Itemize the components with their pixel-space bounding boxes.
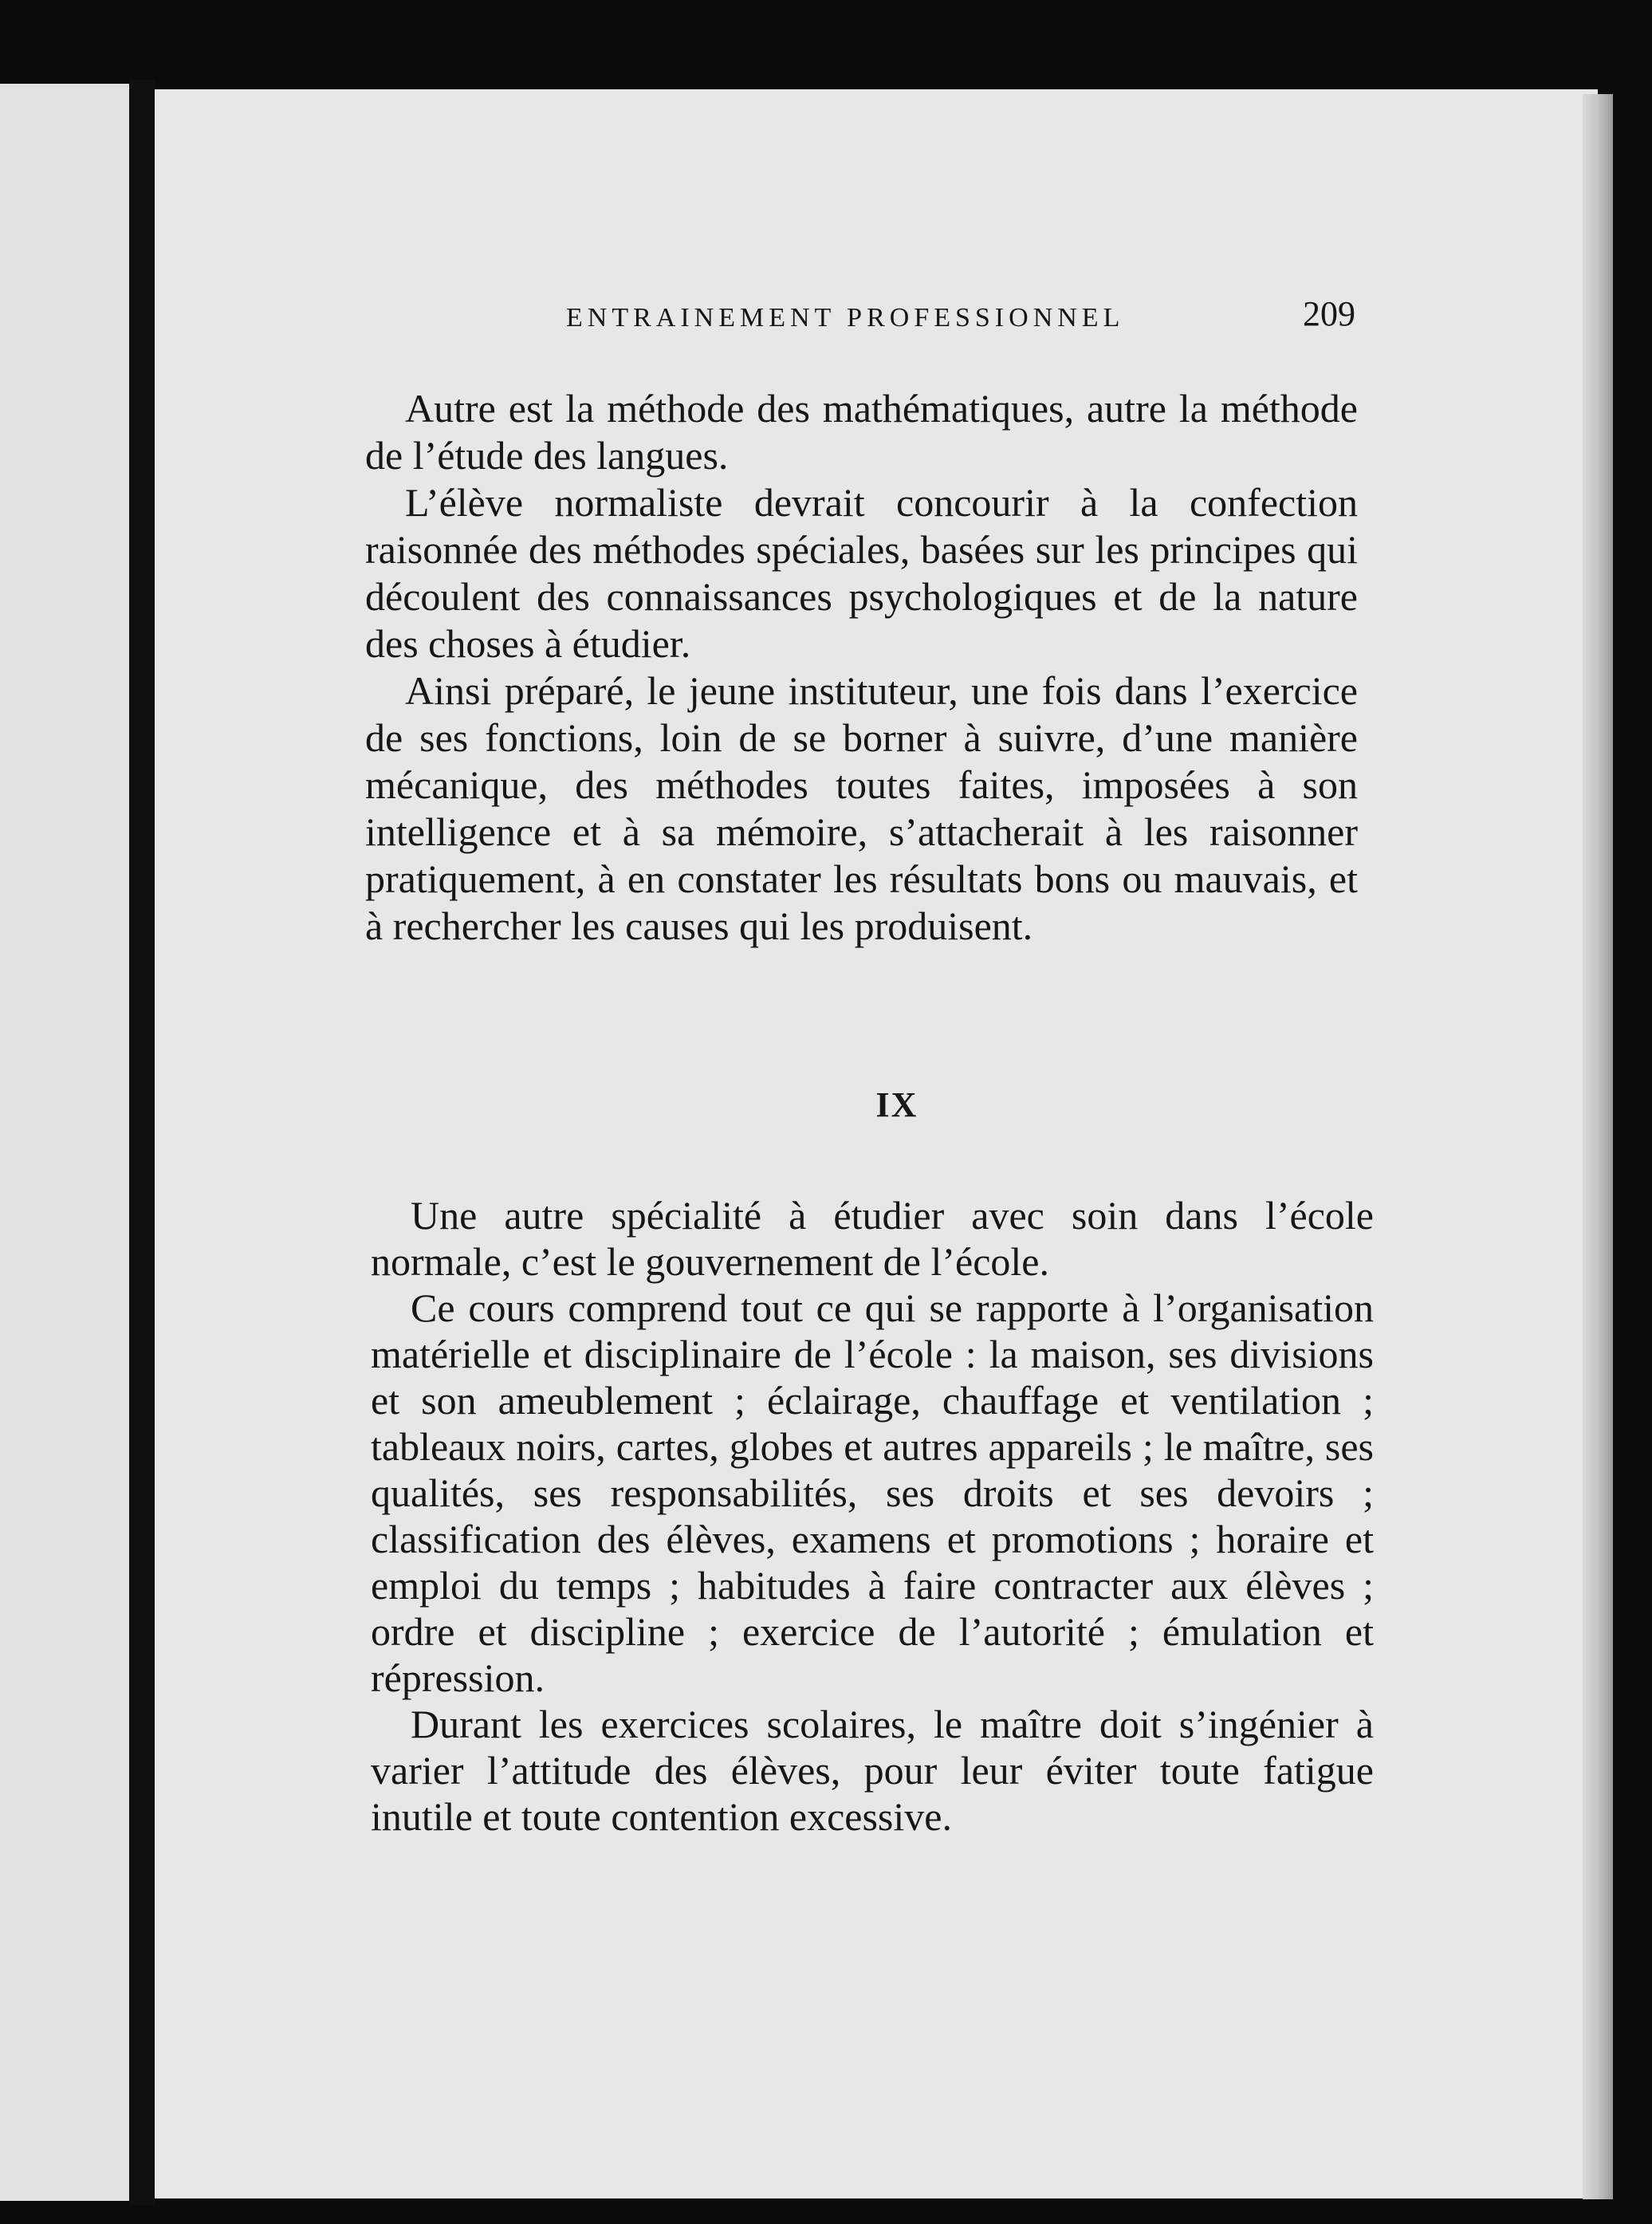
book-gutter bbox=[129, 80, 155, 2205]
running-head: ENTRAINEMENT PROFESSIONNEL bbox=[566, 303, 1125, 333]
page-header bbox=[566, 293, 1355, 349]
paragraph: Ainsi préparé, le jeune instituteur, une fois dans l’exercice de ses fonctions, loin de se borner à suivre, d’une manière mécanique, des méthodes toutes faites, imposées à son intelligence et à sa mémoire, s’attacherait à les raisonner pratiquement, à en constater les résultats bons ou mauvais, et à rechercher les causes qui les produisent. bbox=[365, 668, 1358, 948]
paragraph: L’élève normaliste devrait concourir à la confection raisonnée des méthodes spéciales, basées sur les principes qui découlent des connaissances psychologiques et de la nature des choses à étudier. bbox=[365, 480, 1358, 666]
page-number: 209 bbox=[1303, 294, 1355, 333]
paragraph: Durant les exercices scolaires, le maître doit s’ingénier à varier l’attitude des élèves, pour leur éviter toute fatigue inutile et toute contention excessive. bbox=[371, 1702, 1374, 1839]
page-edge-shadow bbox=[1583, 94, 1613, 2199]
section-heading: IX bbox=[875, 1085, 918, 1124]
paragraph: Une autre spécialité à étudier avec soin dans l’école normale, c’est le gouvernement de l’école. bbox=[371, 1193, 1374, 1284]
facing-page-edge bbox=[0, 84, 129, 2201]
body-text-section-2 bbox=[371, 1192, 1374, 1840]
paragraph: Ce cours comprend tout ce qui se rapporte à l’organisation matérielle et disciplinaire de l’école : la maison, ses divisions et son ameublement ; éclairage, chauffage et ventilation ; tableaux noirs, cartes, globes et autres appareils ; le maître, ses qualités, ses responsabilités, ses droits et ses devoirs ; classification des élèves, examens et promotions ; horaire et emploi du temps ; habitudes à faire contracter aux élèves ; ordre et discipline ; exercice de l’autorité ; émulation et répression. bbox=[371, 1285, 1374, 1700]
body-text-section-1 bbox=[365, 385, 1358, 950]
paragraph: Autre est la méthode des mathématiques, autre la méthode de l’étude des langues. bbox=[365, 386, 1358, 478]
